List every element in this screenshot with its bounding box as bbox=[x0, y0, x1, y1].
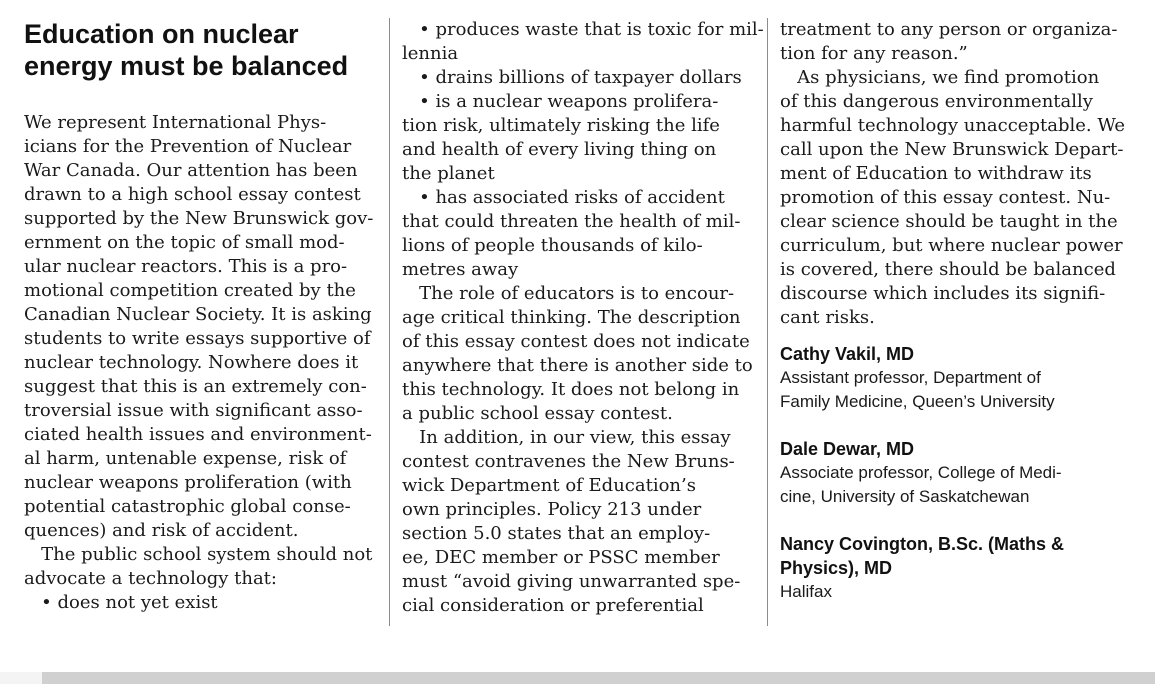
headline-line: energy must be balanced bbox=[24, 51, 349, 81]
text-line: • has associated risks of accident bbox=[402, 187, 725, 208]
signatory-name: Physics), MD bbox=[780, 558, 893, 578]
signature-block bbox=[780, 342, 1135, 604]
text-line: promotion of this essay contest. Nu- bbox=[780, 187, 1111, 208]
column-2 bbox=[402, 18, 764, 630]
column-1-body bbox=[24, 111, 376, 615]
text-line: al harm, untenable expense, risk of bbox=[24, 448, 347, 469]
column-divider bbox=[389, 18, 390, 626]
text-line: nuclear technology. Nowhere does it bbox=[24, 352, 359, 373]
text-line: that could threaten the health of mil- bbox=[402, 211, 741, 232]
text-line: of this essay contest does not indicate bbox=[402, 331, 750, 352]
text-line: We represent International Phys- bbox=[24, 112, 327, 133]
text-line: anywhere that there is another side to bbox=[402, 355, 753, 376]
text-line: this technology. It does not belong in bbox=[402, 379, 740, 400]
text-line: lions of people thousands of kilo- bbox=[402, 235, 703, 256]
text-line: own principles. Policy 213 under bbox=[402, 499, 702, 520]
signatory-name: Nancy Covington, B.Sc. (Maths & bbox=[780, 534, 1065, 554]
bottom-edge bbox=[0, 672, 42, 684]
text-line: cial consideration or preferential bbox=[402, 595, 704, 616]
headline bbox=[24, 18, 376, 82]
text-line: icians for the Prevention of Nuclear bbox=[24, 136, 352, 157]
text-line: suggest that this is an extremely con- bbox=[24, 376, 367, 397]
text-line: • produces waste that is toxic for mil- bbox=[402, 19, 764, 40]
signatory-name: Dale Dewar, MD bbox=[780, 439, 915, 459]
text-line: a public school essay contest. bbox=[402, 403, 673, 424]
text-line: age critical thinking. The description bbox=[402, 307, 741, 328]
text-line: treatment to any person or organiza- bbox=[780, 19, 1118, 40]
column-divider bbox=[767, 18, 768, 626]
text-line: quences) and risk of accident. bbox=[24, 520, 299, 541]
text-line: advocate a technology that: bbox=[24, 568, 277, 589]
text-line: • does not yet exist bbox=[24, 592, 218, 613]
signatory bbox=[780, 342, 1135, 414]
text-line: harmful technology unacceptable. We bbox=[780, 115, 1126, 136]
text-line: section 5.0 states that an employ- bbox=[402, 523, 711, 544]
bottom-scrollbar[interactable] bbox=[42, 672, 1155, 684]
signatory-title: Assistant professor, Department of bbox=[780, 368, 1041, 387]
text-line: metres away bbox=[402, 259, 519, 280]
text-line: and health of every living thing on bbox=[402, 139, 717, 160]
text-line: curriculum, but where nuclear power bbox=[780, 235, 1123, 256]
signatory-title: Halifax bbox=[780, 582, 832, 601]
text-line: lennia bbox=[402, 43, 459, 64]
text-line: potential catastrophic global conse- bbox=[24, 496, 351, 517]
text-line: students to write essays supportive of bbox=[24, 328, 371, 349]
text-line: ciated health issues and environment- bbox=[24, 424, 372, 445]
text-line: As physicians, we find promotion bbox=[780, 67, 1100, 88]
signatory bbox=[780, 437, 1135, 509]
text-line: must “avoid giving unwarranted spe- bbox=[402, 571, 741, 592]
text-line: clear science should be taught in the bbox=[780, 211, 1118, 232]
text-line: • is a nuclear weapons prolifera- bbox=[402, 91, 719, 112]
signatory-title: Associate professor, College of Medi- bbox=[780, 463, 1062, 482]
text-line: ee, DEC member or PSSC member bbox=[402, 547, 720, 568]
signatory-title: cine, University of Saskatchewan bbox=[780, 487, 1030, 506]
text-line: nuclear weapons proliferation (with bbox=[24, 472, 352, 493]
text-line: In addition, in our view, this essay bbox=[402, 427, 731, 448]
column-2-body bbox=[402, 18, 764, 618]
text-line: contest contravenes the New Bruns- bbox=[402, 451, 735, 472]
text-line: call upon the New Brunswick Depart- bbox=[780, 139, 1124, 160]
text-line: ular nuclear reactors. This is a pro- bbox=[24, 256, 348, 277]
text-line: discourse which includes its signifi- bbox=[780, 283, 1106, 304]
text-line: Canadian Nuclear Society. It is asking bbox=[24, 304, 372, 325]
text-line: supported by the New Brunswick gov- bbox=[24, 208, 374, 229]
text-line: ment of Education to withdraw its bbox=[780, 163, 1092, 184]
column-3-body bbox=[780, 18, 1135, 330]
text-line: drawn to a high school essay contest bbox=[24, 184, 361, 205]
text-line: tion for any reason.” bbox=[780, 43, 968, 64]
text-line: • drains billions of taxpayer dollars bbox=[402, 67, 742, 88]
text-line: motional competition created by the bbox=[24, 280, 356, 301]
text-line: the planet bbox=[402, 163, 495, 184]
text-line: War Canada. Our attention has been bbox=[24, 160, 358, 181]
column-3 bbox=[780, 18, 1135, 630]
signatory bbox=[780, 532, 1135, 604]
text-line: of this dangerous environmentally bbox=[780, 91, 1093, 112]
signatory-title: Family Medicine, Queen’s University bbox=[780, 392, 1055, 411]
text-line: The role of educators is to encour- bbox=[402, 283, 735, 304]
signatory-name: Cathy Vakil, MD bbox=[780, 344, 915, 364]
text-line: troversial issue with significant asso- bbox=[24, 400, 363, 421]
text-line: is covered, there should be balanced bbox=[780, 259, 1116, 280]
column-1 bbox=[24, 18, 376, 630]
text-line: wick Department of Education’s bbox=[402, 475, 696, 496]
text-line: tion risk, ultimately risking the life bbox=[402, 115, 720, 136]
headline-line: Education on nuclear bbox=[24, 19, 299, 49]
text-line: The public school system should not bbox=[24, 544, 373, 565]
text-line: ernment on the topic of small mod- bbox=[24, 232, 345, 253]
text-line: cant risks. bbox=[780, 307, 875, 328]
